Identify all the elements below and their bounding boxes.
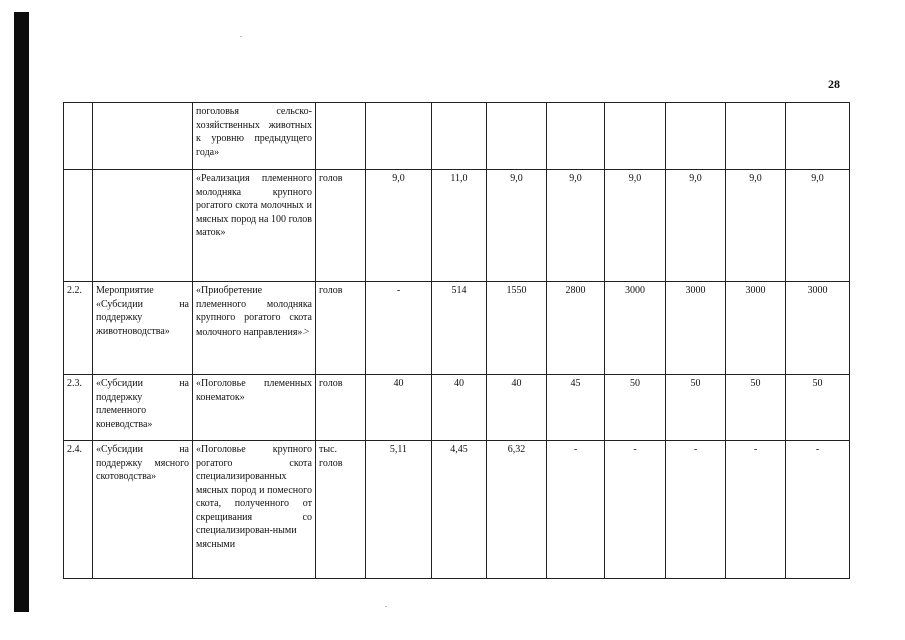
value-cell: 9,0 bbox=[605, 170, 666, 282]
value-cell: - bbox=[366, 282, 432, 375]
value-cell: 3000 bbox=[666, 282, 726, 375]
value-cell: 9,0 bbox=[366, 170, 432, 282]
indicator-cell: «Реализация племенного молодняка крупного рогатого скота молочных и мясных пород на 100 голов маток» bbox=[193, 170, 316, 282]
value-cell bbox=[487, 103, 547, 170]
unit-cell: голов bbox=[316, 375, 366, 441]
scan-binding-edge bbox=[14, 12, 29, 612]
value-cell: 50 bbox=[786, 375, 850, 441]
value-cell: 4,45 bbox=[432, 441, 487, 579]
value-cell: - bbox=[726, 441, 786, 579]
value-cell: 9,0 bbox=[726, 170, 786, 282]
table-row bbox=[64, 103, 850, 170]
value-cell: 40 bbox=[487, 375, 547, 441]
handwritten-arrow-icon: > bbox=[301, 325, 312, 338]
row-index: 2.3. bbox=[64, 375, 93, 441]
indicator-cell: «Поголовье племенных конематок» bbox=[193, 375, 316, 441]
value-cell: 2800 bbox=[547, 282, 605, 375]
value-cell: 9,0 bbox=[786, 170, 850, 282]
value-cell: 9,0 bbox=[487, 170, 547, 282]
unit-cell bbox=[316, 103, 366, 170]
activity-cell bbox=[93, 103, 193, 170]
activity-cell: «Субсидии на поддержку мясного скотоводства» bbox=[93, 441, 193, 579]
page-number: 28 bbox=[828, 77, 840, 91]
value-cell: 11,0 bbox=[432, 170, 487, 282]
activity-cell bbox=[93, 170, 193, 282]
value-cell: 3000 bbox=[605, 282, 666, 375]
value-cell: 3000 bbox=[786, 282, 850, 375]
value-cell: 9,0 bbox=[547, 170, 605, 282]
indicator-cell: поголовья сельско-хозяйственных животных к уровню предыдущего года» bbox=[193, 103, 316, 170]
value-cell bbox=[726, 103, 786, 170]
unit-cell: тыс. голов bbox=[316, 441, 366, 579]
value-cell: - bbox=[666, 441, 726, 579]
value-cell: 1550 bbox=[487, 282, 547, 375]
row-index bbox=[64, 170, 93, 282]
table-row bbox=[64, 375, 850, 441]
value-cell: 50 bbox=[666, 375, 726, 441]
value-cell: 40 bbox=[366, 375, 432, 441]
activity-cell: Мероприятие «Субсидии на поддержку животноводства» bbox=[93, 282, 193, 375]
value-cell: 45 bbox=[547, 375, 605, 441]
value-cell: - bbox=[786, 441, 850, 579]
value-cell: 514 bbox=[432, 282, 487, 375]
row-index: 2.4. bbox=[64, 441, 93, 579]
row-index: 2.2. bbox=[64, 282, 93, 375]
value-cell bbox=[547, 103, 605, 170]
value-cell bbox=[605, 103, 666, 170]
indicator-cell bbox=[193, 282, 316, 375]
scan-speck bbox=[240, 36, 242, 37]
value-cell: 9,0 bbox=[666, 170, 726, 282]
activity-cell: «Субсидии на поддержку племенного коневодства» bbox=[93, 375, 193, 441]
indicator-text: «Приобретение племенного молодняка крупного рогатого скота молочного направления» bbox=[196, 285, 312, 338]
value-cell: - bbox=[547, 441, 605, 579]
row-index bbox=[64, 103, 93, 170]
value-cell: 50 bbox=[726, 375, 786, 441]
unit-cell: голов bbox=[316, 282, 366, 375]
value-cell bbox=[366, 103, 432, 170]
table-row bbox=[64, 282, 850, 375]
value-cell: 6,32 bbox=[487, 441, 547, 579]
value-cell: 40 bbox=[432, 375, 487, 441]
value-cell: - bbox=[605, 441, 666, 579]
table-row bbox=[64, 170, 850, 282]
value-cell: 50 bbox=[605, 375, 666, 441]
value-cell: 5,11 bbox=[366, 441, 432, 579]
unit-cell: голов bbox=[316, 170, 366, 282]
value-cell: 3000 bbox=[726, 282, 786, 375]
value-cell bbox=[786, 103, 850, 170]
indicator-cell: «Поголовье крупного рогатого скота специализированных мясных пород и помесного скота, полученного от скрещивания со специализирован-ными мясными bbox=[193, 441, 316, 579]
value-cell bbox=[432, 103, 487, 170]
scan-speck bbox=[385, 606, 387, 607]
value-cell bbox=[666, 103, 726, 170]
program-indicators-table bbox=[63, 102, 850, 579]
table-row bbox=[64, 441, 850, 579]
